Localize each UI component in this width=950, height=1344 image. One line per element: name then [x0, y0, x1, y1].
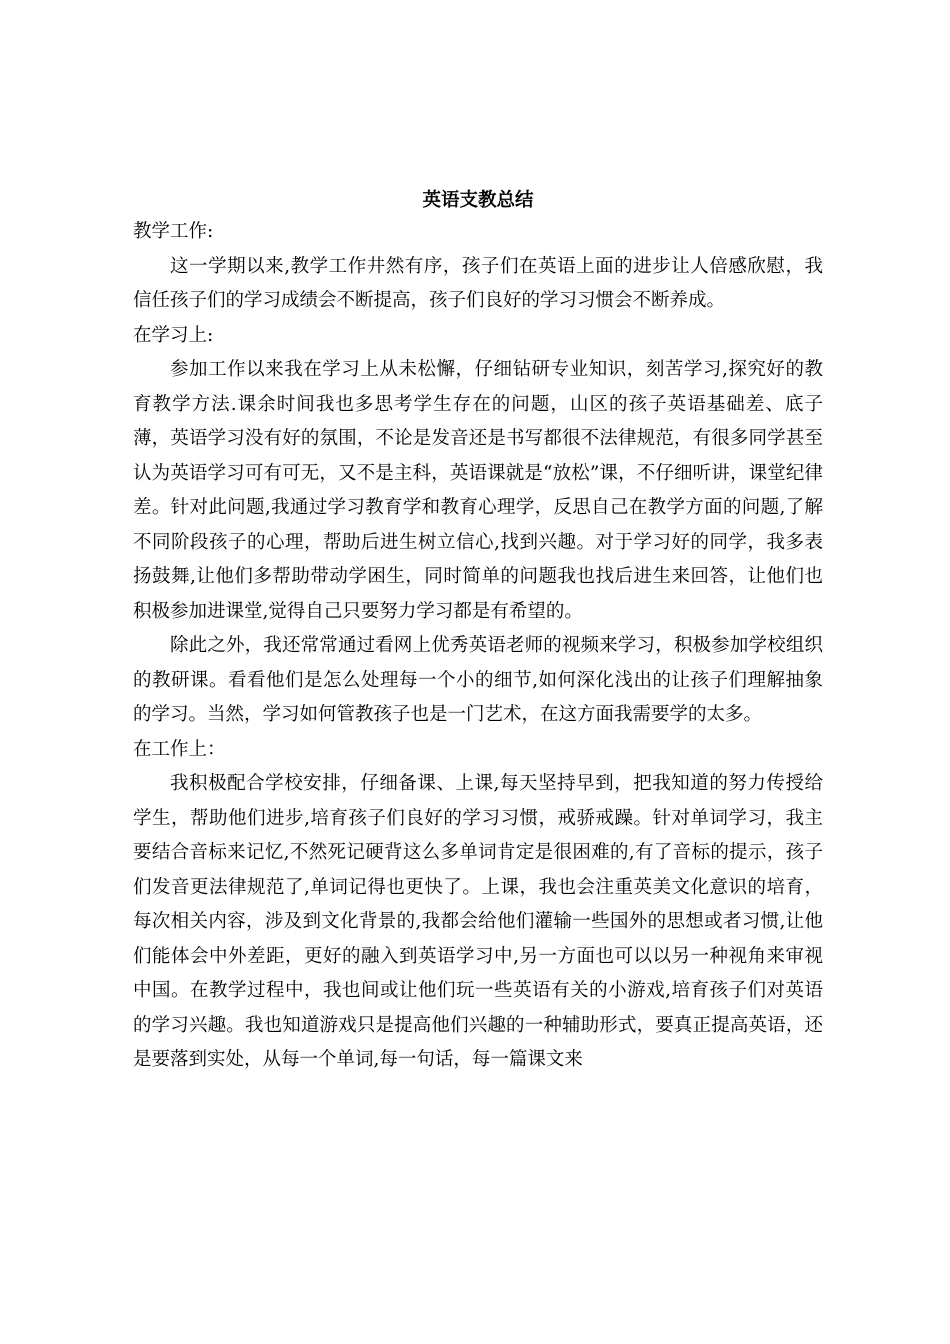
- section-heading-work: 在工作上：: [133, 738, 226, 760]
- document-body: [133, 187, 823, 1078]
- section-heading-study: 在学习上:: [133, 324, 214, 346]
- paragraph: 这一学期以来,教学工作井然有序，孩子们在英语上面的进步让人倍感欣慰，我信任孩子们的学习成绩会不断提高，孩子们良好的学习习惯会不断养成。: [133, 255, 823, 311]
- paragraph: 我积极配合学校安排，仔细备课、上课,每天坚持早到，把我知道的努力传授给学生，帮助他们进步,培育孩子们良好的学习习惯，戒骄戒躁。针对单词学习，我主要结合音标来记忆,不然死记硬背这么多单词肯定是很困难的,有了音标的提示，孩子们发音更法律规范了,单词记得也更快了。上课，我也会注重英美文化意识的培育，每次相关内容，涉及到文化背景的,我都会给他们灌输一些国外的思想或者习惯,让他们能体会中外差距，更好的融入到英语学习中,另一方面也可以以另一种视角来审视中国。在教学过程中，我也间或让他们玩一些英语有关的小游戏,培育孩子们对英语的学习兴趣。我也知道游戏只是提高他们兴趣的一种辅助形式，要真正提高英语，还是要落到实处，从每一个单词,每一句话，每一篇课文来: [133, 773, 823, 1070]
- document-title: 英语支教总结: [422, 190, 534, 211]
- paragraph: 除此之外，我还常常通过看网上优秀英语老师的视频来学习，积极参加学校组织的教研课。看看他们是怎么处理每一个小的细节,如何深化浅出的让孩子们理解抽象的学习。当然，学习如何管教孩子也是一门艺术，在这方面我需要学的太多。: [133, 635, 823, 725]
- section-heading-teaching: 教学工作:: [133, 221, 214, 242]
- paragraph: 参加工作以来我在学习上从未松懈，仔细钻研专业知识，刻苦学习,探究好的教育教学方法.课余时间我也多思考学生存在的问题，山区的孩子英语基础差、底子薄，英语学习没有好的氛围，不论是发音还是书写都很不法律规范，有很多同学甚至认为英语学习可有可无，又不是主科，英语课就是“放松”课，不仔细听讲，课堂纪律差。针对此问题,我通过学习教育学和教育心理学，反思自己在教学方面的问题,了解不同阶段孩子的心理，帮助后进生树立信心,找到兴趣。对于学习好的同学，我多表扬鼓舞,让他们多帮助带动学困生，同时简单的问题我也找后进生来回答，让他们也积极参加进课堂,觉得自己只要努力学习都是有希望的。: [133, 359, 823, 622]
